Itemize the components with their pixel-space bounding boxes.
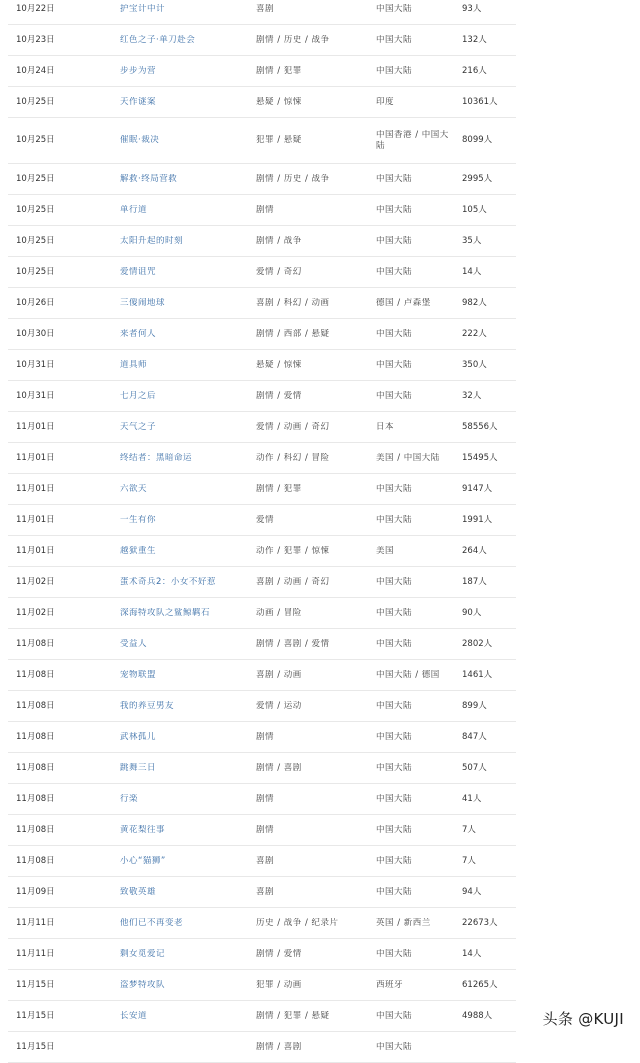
want-to-see-count-cell: 41人 bbox=[462, 793, 482, 804]
want-to-see-count-cell: 7人 bbox=[462, 824, 476, 835]
table-row bbox=[8, 164, 516, 195]
genre-cell: 动画 / 冒险 bbox=[256, 607, 302, 618]
movie-title-link[interactable]: 道具师 bbox=[120, 359, 148, 370]
table-row bbox=[8, 0, 516, 25]
want-to-see-count-cell: 899人 bbox=[462, 700, 487, 711]
release-date-cell: 11月02日 bbox=[16, 607, 55, 618]
region-cell: 中国大陆 bbox=[376, 762, 413, 773]
release-date-cell: 10月30日 bbox=[16, 328, 55, 339]
release-date-cell: 10月24日 bbox=[16, 65, 55, 76]
table-row bbox=[8, 1032, 516, 1063]
genre-cell: 喜剧 / 动画 bbox=[256, 669, 302, 680]
release-date-cell: 11月08日 bbox=[16, 669, 55, 680]
table-row bbox=[8, 877, 516, 908]
genre-cell: 悬疑 / 惊悚 bbox=[256, 96, 302, 107]
region-cell: 中国大陆 bbox=[376, 34, 413, 45]
movie-title-link[interactable]: 三傻闹地球 bbox=[120, 297, 166, 308]
want-to-see-count-cell: 14人 bbox=[462, 266, 482, 277]
want-to-see-count-cell: 982人 bbox=[462, 297, 487, 308]
want-to-see-count-cell: 93人 bbox=[462, 3, 482, 14]
movie-release-table bbox=[8, 0, 516, 1063]
release-date-cell: 11月09日 bbox=[16, 886, 55, 897]
want-to-see-count-cell: 507人 bbox=[462, 762, 487, 773]
movie-title-link[interactable]: 天气之子 bbox=[120, 421, 157, 432]
genre-cell: 剧情 / 历史 / 战争 bbox=[256, 34, 330, 45]
region-cell: 中国大陆 bbox=[376, 514, 413, 525]
want-to-see-count-cell: 15495人 bbox=[462, 452, 498, 463]
movie-title-link[interactable]: 他们已不再变老 bbox=[120, 917, 184, 928]
movie-title-link[interactable]: 我的养豆男友 bbox=[120, 700, 175, 711]
release-date-cell: 11月08日 bbox=[16, 824, 55, 835]
movie-title-link[interactable]: 宠物联盟 bbox=[120, 669, 157, 680]
release-date-cell: 10月26日 bbox=[16, 297, 55, 308]
release-date-cell: 10月25日 bbox=[16, 135, 55, 145]
table-row bbox=[8, 257, 516, 288]
table-row bbox=[8, 195, 516, 226]
movie-title-link[interactable]: 长安道 bbox=[120, 1010, 148, 1021]
table-row bbox=[8, 629, 516, 660]
table-row bbox=[8, 56, 516, 87]
want-to-see-count-cell: 14人 bbox=[462, 948, 482, 959]
genre-cell: 剧情 / 爱情 bbox=[256, 390, 302, 401]
region-cell: 中国大陆 bbox=[376, 855, 413, 866]
want-to-see-count-cell: 1461人 bbox=[462, 669, 493, 680]
release-date-cell: 11月15日 bbox=[16, 1041, 55, 1052]
want-to-see-count-cell: 8099人 bbox=[462, 135, 493, 145]
genre-cell: 喜剧 bbox=[256, 855, 275, 866]
genre-cell: 剧情 / 爱情 bbox=[256, 948, 302, 959]
region-cell: 中国大陆 bbox=[376, 1041, 413, 1052]
region-cell: 中国大陆 bbox=[376, 266, 413, 277]
genre-cell: 剧情 / 西部 / 悬疑 bbox=[256, 328, 330, 339]
release-date-cell: 10月22日 bbox=[16, 3, 55, 14]
movie-title-link[interactable]: 蛋术奇兵2：小女不好惹 bbox=[120, 576, 216, 587]
movie-title-link[interactable]: 终结者：黑暗命运 bbox=[120, 452, 193, 463]
movie-title-link[interactable]: 行楽 bbox=[120, 793, 139, 804]
genre-cell: 剧情 / 战争 bbox=[256, 235, 302, 246]
release-date-cell: 11月08日 bbox=[16, 638, 55, 649]
release-date-cell: 10月31日 bbox=[16, 359, 55, 370]
movie-title-link[interactable]: 解救·终局营救 bbox=[120, 173, 178, 184]
region-cell: 中国大陆 bbox=[376, 1010, 413, 1021]
movie-title-link[interactable]: 越狱重生 bbox=[120, 545, 157, 556]
genre-cell: 动作 / 犯罪 / 惊悚 bbox=[256, 545, 330, 556]
genre-cell: 悬疑 / 惊悚 bbox=[256, 359, 302, 370]
region-cell: 美国 / 中国大陆 bbox=[376, 452, 440, 463]
genre-cell: 剧情 bbox=[256, 731, 275, 742]
genre-cell: 剧情 / 喜剧 / 爱情 bbox=[256, 638, 330, 649]
want-to-see-count-cell: 216人 bbox=[462, 65, 487, 76]
region-cell: 中国大陆 bbox=[376, 824, 413, 835]
genre-cell: 爱情 bbox=[256, 514, 275, 525]
region-cell: 中国大陆 bbox=[376, 638, 413, 649]
want-to-see-count-cell: 22673人 bbox=[462, 917, 498, 928]
release-date-cell: 11月01日 bbox=[16, 514, 55, 525]
want-to-see-count-cell: 9147人 bbox=[462, 483, 493, 494]
movie-title-link[interactable]: 太阳升起的时刻 bbox=[120, 235, 184, 246]
genre-cell: 剧情 bbox=[256, 793, 275, 804]
want-to-see-count-cell: 32人 bbox=[462, 390, 482, 401]
table-row bbox=[8, 784, 516, 815]
table-row bbox=[8, 319, 516, 350]
want-to-see-count-cell: 61265人 bbox=[462, 979, 498, 990]
table-row bbox=[8, 567, 516, 598]
release-date-cell: 11月15日 bbox=[16, 1010, 55, 1021]
region-cell: 中国大陆 bbox=[376, 576, 413, 587]
movie-title-link[interactable]: 剩女觅爱记 bbox=[120, 948, 166, 959]
region-cell: 中国大陆 bbox=[376, 948, 413, 959]
want-to-see-count-cell: 132人 bbox=[462, 34, 487, 45]
release-date-cell: 10月25日 bbox=[16, 266, 55, 277]
table-row bbox=[8, 536, 516, 567]
want-to-see-count-cell: 1991人 bbox=[462, 514, 493, 525]
want-to-see-count-cell: 35人 bbox=[462, 235, 482, 246]
release-date-cell: 11月08日 bbox=[16, 700, 55, 711]
release-date-cell: 11月11日 bbox=[16, 917, 55, 928]
table-row bbox=[8, 846, 516, 877]
release-date-cell: 11月08日 bbox=[16, 855, 55, 866]
movie-title-link[interactable]: 步步为营 bbox=[120, 65, 157, 76]
release-date-cell: 11月01日 bbox=[16, 483, 55, 494]
genre-cell: 喜剧 / 动画 / 奇幻 bbox=[256, 576, 330, 587]
table-row bbox=[8, 350, 516, 381]
movie-title-link[interactable]: 小心“猫狮” bbox=[120, 855, 166, 866]
movie-title-link[interactable]: 护宝计中计 bbox=[120, 3, 166, 14]
release-date-cell: 11月01日 bbox=[16, 421, 55, 432]
table-row bbox=[8, 1001, 516, 1032]
region-cell: 中国大陆 bbox=[376, 328, 413, 339]
want-to-see-count-cell: 94人 bbox=[462, 886, 482, 897]
movie-title-link[interactable]: 七月之后 bbox=[120, 390, 157, 401]
table-row bbox=[8, 25, 516, 56]
region-cell: 中国香港 / 中国大陆 bbox=[376, 129, 449, 151]
genre-cell: 喜剧 bbox=[256, 3, 275, 14]
region-cell: 印度 bbox=[376, 96, 395, 107]
movie-title-link[interactable]: 爱情诅咒 bbox=[120, 266, 157, 277]
watermark: 头条 @KUJI bbox=[542, 1010, 624, 1028]
movie-title-link[interactable]: 天作谜案 bbox=[120, 96, 157, 107]
movie-title-link[interactable]: 跳舞三日 bbox=[120, 762, 157, 773]
table-row bbox=[8, 118, 516, 164]
want-to-see-count-cell: 2802人 bbox=[462, 638, 493, 649]
release-date-cell: 11月01日 bbox=[16, 545, 55, 556]
want-to-see-count-cell: 4988人 bbox=[462, 1010, 493, 1021]
release-date-cell: 10月25日 bbox=[16, 235, 55, 246]
genre-cell: 剧情 / 喜剧 bbox=[256, 762, 302, 773]
region-cell: 中国大陆 bbox=[376, 886, 413, 897]
table-row bbox=[8, 815, 516, 846]
region-cell: 日本 bbox=[376, 421, 395, 432]
region-cell: 中国大陆 bbox=[376, 390, 413, 401]
movie-title-link[interactable]: 致敬英雄 bbox=[120, 886, 157, 897]
want-to-see-count-cell: 7人 bbox=[462, 855, 476, 866]
release-date-cell: 11月08日 bbox=[16, 793, 55, 804]
release-date-cell: 11月08日 bbox=[16, 762, 55, 773]
genre-cell: 犯罪 / 悬疑 bbox=[256, 135, 302, 145]
table-row bbox=[8, 660, 516, 691]
genre-cell: 爱情 / 动画 / 奇幻 bbox=[256, 421, 330, 432]
release-date-cell: 10月25日 bbox=[16, 96, 55, 107]
release-date-cell: 10月25日 bbox=[16, 204, 55, 215]
table-row bbox=[8, 939, 516, 970]
table-row bbox=[8, 474, 516, 505]
genre-cell: 剧情 / 历史 / 战争 bbox=[256, 173, 330, 184]
release-date-cell: 10月31日 bbox=[16, 390, 55, 401]
want-to-see-count-cell: 90人 bbox=[462, 607, 482, 618]
want-to-see-count-cell: 2995人 bbox=[462, 173, 493, 184]
genre-cell: 动作 / 科幻 / 冒险 bbox=[256, 452, 330, 463]
movie-title-link[interactable]: 一生有你 bbox=[120, 514, 157, 525]
region-cell: 中国大陆 bbox=[376, 607, 413, 618]
movie-title-link[interactable]: 武林孤儿 bbox=[120, 731, 157, 742]
table-row bbox=[8, 908, 516, 939]
table-row bbox=[8, 226, 516, 257]
genre-cell: 爱情 / 奇幻 bbox=[256, 266, 302, 277]
region-cell: 中国大陆 bbox=[376, 173, 413, 184]
want-to-see-count-cell: 222人 bbox=[462, 328, 487, 339]
want-to-see-count-cell: 58556人 bbox=[462, 421, 498, 432]
region-cell: 中国大陆 bbox=[376, 731, 413, 742]
want-to-see-count-cell: 105人 bbox=[462, 204, 487, 215]
genre-cell: 剧情 bbox=[256, 204, 275, 215]
table-row bbox=[8, 443, 516, 474]
table-row bbox=[8, 598, 516, 629]
want-to-see-count-cell: 264人 bbox=[462, 545, 487, 556]
want-to-see-count-cell: 350人 bbox=[462, 359, 487, 370]
genre-cell: 剧情 / 犯罪 bbox=[256, 483, 302, 494]
region-cell: 中国大陆 bbox=[376, 3, 413, 14]
movie-title-link[interactable]: 红色之子·单刀赴会 bbox=[120, 34, 196, 45]
region-cell: 中国大陆 bbox=[376, 204, 413, 215]
genre-cell: 剧情 bbox=[256, 824, 275, 835]
region-cell: 德国 / 卢森堡 bbox=[376, 297, 431, 308]
region-cell: 中国大陆 bbox=[376, 65, 413, 76]
release-date-cell: 11月15日 bbox=[16, 979, 55, 990]
table-row bbox=[8, 753, 516, 784]
table-row bbox=[8, 381, 516, 412]
genre-cell: 喜剧 bbox=[256, 886, 275, 897]
genre-cell: 剧情 / 喜剧 bbox=[256, 1041, 302, 1052]
release-date-cell: 11月11日 bbox=[16, 948, 55, 959]
table-row bbox=[8, 722, 516, 753]
region-cell: 英国 / 新西兰 bbox=[376, 917, 431, 928]
region-cell: 中国大陆 bbox=[376, 793, 413, 804]
movie-title-link[interactable]: 黄花梨往事 bbox=[120, 824, 166, 835]
region-cell: 中国大陆 bbox=[376, 483, 413, 494]
movie-title-link[interactable]: 催眠·裁决 bbox=[120, 135, 160, 145]
release-date-cell: 11月01日 bbox=[16, 452, 55, 463]
region-cell: 西班牙 bbox=[376, 979, 404, 990]
release-date-cell: 10月25日 bbox=[16, 173, 55, 184]
table-row bbox=[8, 87, 516, 118]
region-cell: 美国 bbox=[376, 545, 395, 556]
movie-title-link[interactable]: 来者何人 bbox=[120, 328, 157, 339]
region-cell: 中国大陆 / 德国 bbox=[376, 669, 440, 680]
release-date-cell: 11月02日 bbox=[16, 576, 55, 587]
release-date-cell: 10月23日 bbox=[16, 34, 55, 45]
want-to-see-count-cell: 10361人 bbox=[462, 96, 498, 107]
table-row bbox=[8, 412, 516, 443]
region-cell: 中国大陆 bbox=[376, 235, 413, 246]
want-to-see-count-cell: 847人 bbox=[462, 731, 487, 742]
movie-title-link[interactable]: 盗梦特攻队 bbox=[120, 979, 166, 990]
want-to-see-count-cell: 187人 bbox=[462, 576, 487, 587]
movie-title-link[interactable]: 受益人 bbox=[120, 638, 148, 649]
region-cell: 中国大陆 bbox=[376, 700, 413, 711]
genre-cell: 历史 / 战争 / 纪录片 bbox=[256, 917, 339, 928]
movie-title-link[interactable]: 深海特攻队之鲨鲸羁石 bbox=[120, 607, 211, 618]
genre-cell: 爱情 / 运动 bbox=[256, 700, 302, 711]
movie-title-link[interactable]: 单行道 bbox=[120, 204, 148, 215]
table-row bbox=[8, 505, 516, 536]
genre-cell: 剧情 / 犯罪 / 悬疑 bbox=[256, 1010, 330, 1021]
release-date-cell: 11月08日 bbox=[16, 731, 55, 742]
table-row bbox=[8, 970, 516, 1001]
region-cell: 中国大陆 bbox=[376, 359, 413, 370]
genre-cell: 剧情 / 犯罪 bbox=[256, 65, 302, 76]
movie-title-link[interactable]: 六欲天 bbox=[120, 483, 148, 494]
genre-cell: 犯罪 / 动画 bbox=[256, 979, 302, 990]
table-row bbox=[8, 288, 516, 319]
table-row bbox=[8, 691, 516, 722]
genre-cell: 喜剧 / 科幻 / 动画 bbox=[256, 297, 330, 308]
